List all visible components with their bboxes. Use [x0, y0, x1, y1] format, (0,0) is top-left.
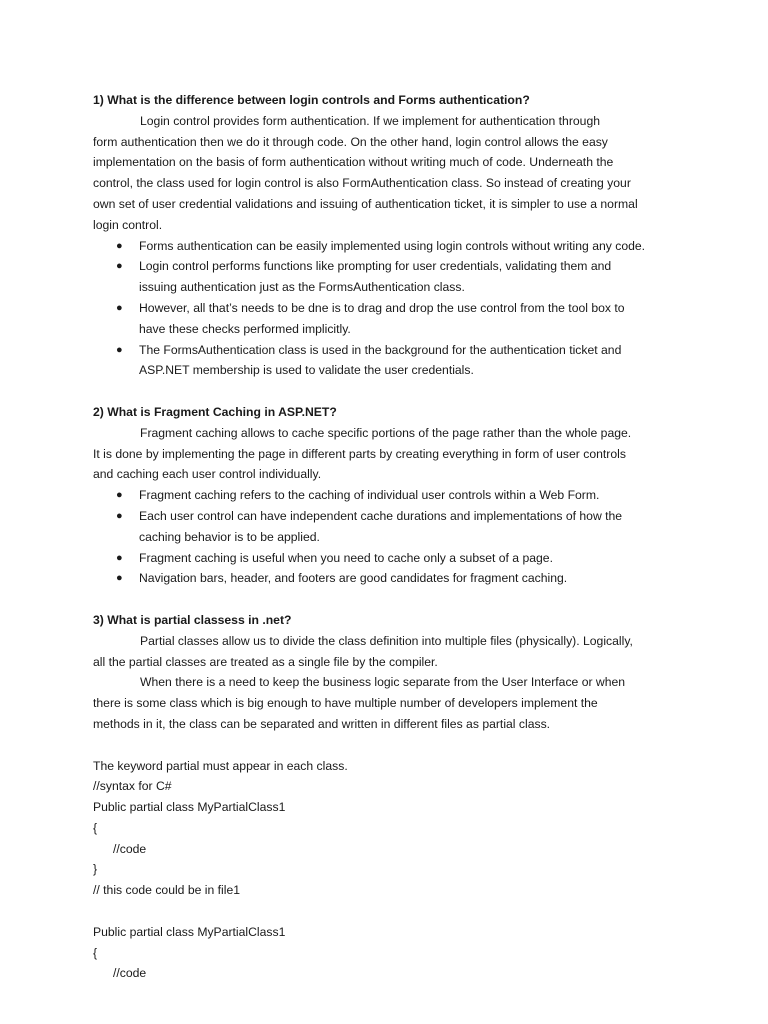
text-line: The keyword partial must appear in each class. — [93, 758, 348, 773]
text-line: own set of user credential validations and issuing of authentication ticket, it is simpler to use a normal — [93, 196, 638, 211]
text-line: Login control performs functions like prompting for user credentials, validating them and — [139, 259, 612, 274]
section-2-bullet-list — [93, 485, 683, 589]
section-3-paragraph-2 — [93, 672, 683, 734]
list-item — [93, 548, 683, 569]
code-line: // this code could be in file1 — [93, 883, 241, 898]
code-line: { — [93, 820, 98, 835]
text-line: implementation on the basis of form authentication without writing much of code. Underneath the — [93, 155, 614, 170]
section-1-bullet-list — [93, 236, 683, 382]
code-line: } — [93, 862, 98, 877]
text-line: have these checks performed implicitly. — [139, 321, 351, 336]
document-content — [93, 90, 683, 984]
bullet-icon: ● — [116, 260, 123, 273]
text-line: methods in it, the class can be separated and written in different files as partial class. — [93, 716, 551, 731]
bullet-icon: ● — [116, 301, 123, 314]
code-line: Public partial class MyPartialClass1 — [93, 924, 286, 939]
text-line: there is some class which is big enough to have multiple number of developers implement the — [93, 696, 598, 711]
code-line: Public partial class MyPartialClass1 — [93, 800, 286, 815]
list-item — [93, 568, 683, 589]
text-line: Partial classes allow us to divide the class definition into multiple files (physically). Logically, — [140, 633, 633, 648]
section-1-intro — [93, 111, 683, 236]
list-item — [93, 506, 683, 548]
text-line: control, the class used for login control is also FormAuthentication class. So instead of creating your — [93, 176, 631, 191]
text-line: Navigation bars, header, and footers are good candidates for fragment caching. — [139, 571, 568, 586]
text-line: form authentication then we do it through code. On the other hand, login control allows the easy — [93, 134, 608, 149]
bullet-icon: ● — [116, 489, 123, 502]
section-3-heading: 3) What is partial classess in .net? — [93, 612, 292, 627]
text-line: When there is a need to keep the business logic separate from the User Interface or when — [140, 675, 626, 690]
section-2-heading: 2) What is Fragment Caching in ASP.NET? — [93, 404, 337, 419]
text-line: caching behavior is to be applied. — [139, 529, 320, 544]
text-line: Fragment caching refers to the caching of individual user controls within a Web Form. — [139, 488, 600, 503]
code-block-2 — [93, 922, 683, 984]
list-item — [93, 236, 683, 257]
bullet-icon: ● — [116, 572, 123, 585]
code-line: { — [93, 945, 98, 960]
code-line: //code — [113, 841, 147, 856]
code-line: //code — [113, 966, 147, 981]
list-item — [93, 256, 683, 298]
paragraph-gap — [93, 735, 683, 756]
code-block-1 — [93, 756, 683, 902]
text-line: ASP.NET membership is used to validate the user credentials. — [139, 363, 474, 378]
section-gap — [93, 589, 683, 610]
text-line: Forms authentication can be easily implemented using login controls without writing any code. — [139, 238, 646, 253]
section-3 — [93, 610, 683, 984]
text-line: Fragment caching allows to cache specific portions of the page rather than the whole page. — [140, 425, 632, 440]
code-line: //syntax for C# — [93, 779, 172, 794]
bullet-icon: ● — [116, 509, 123, 522]
text-line: However, all that’s needs to be dne is to drag and drop the use control from the tool box to — [139, 300, 625, 315]
section-2-intro — [93, 423, 683, 485]
text-line: Each user control can have independent cache durations and implementations of how the — [139, 508, 623, 523]
section-1 — [93, 90, 683, 381]
section-1-heading: 1) What is the difference between login controls and Forms authentication? — [93, 93, 530, 107]
bullet-icon: ● — [116, 343, 123, 356]
bullet-icon: ● — [116, 239, 123, 252]
text-line: and caching each user control individually. — [93, 467, 322, 482]
text-line: It is done by implementing the page in different parts by creating everything in form of user controls — [93, 446, 626, 461]
list-item — [93, 298, 683, 340]
paragraph-gap — [93, 901, 683, 922]
text-line: all the partial classes are treated as a single file by the compiler. — [93, 654, 438, 669]
bullet-icon: ● — [116, 551, 123, 564]
list-item — [93, 340, 683, 382]
list-item — [93, 485, 683, 506]
section-gap — [93, 381, 683, 402]
text-line: Fragment caching is useful when you need to cache only a subset of a page. — [139, 550, 553, 565]
text-line: login control. — [93, 217, 163, 232]
section-3-paragraph-1 — [93, 631, 683, 673]
text-line: Login control provides form authentication. If we implement for authentication through — [140, 113, 601, 128]
text-line: The FormsAuthentication class is used in the background for the authentication ticket and — [139, 342, 622, 357]
text-line: issuing authentication just as the FormsAuthentication class. — [139, 280, 465, 295]
section-2 — [93, 402, 683, 589]
